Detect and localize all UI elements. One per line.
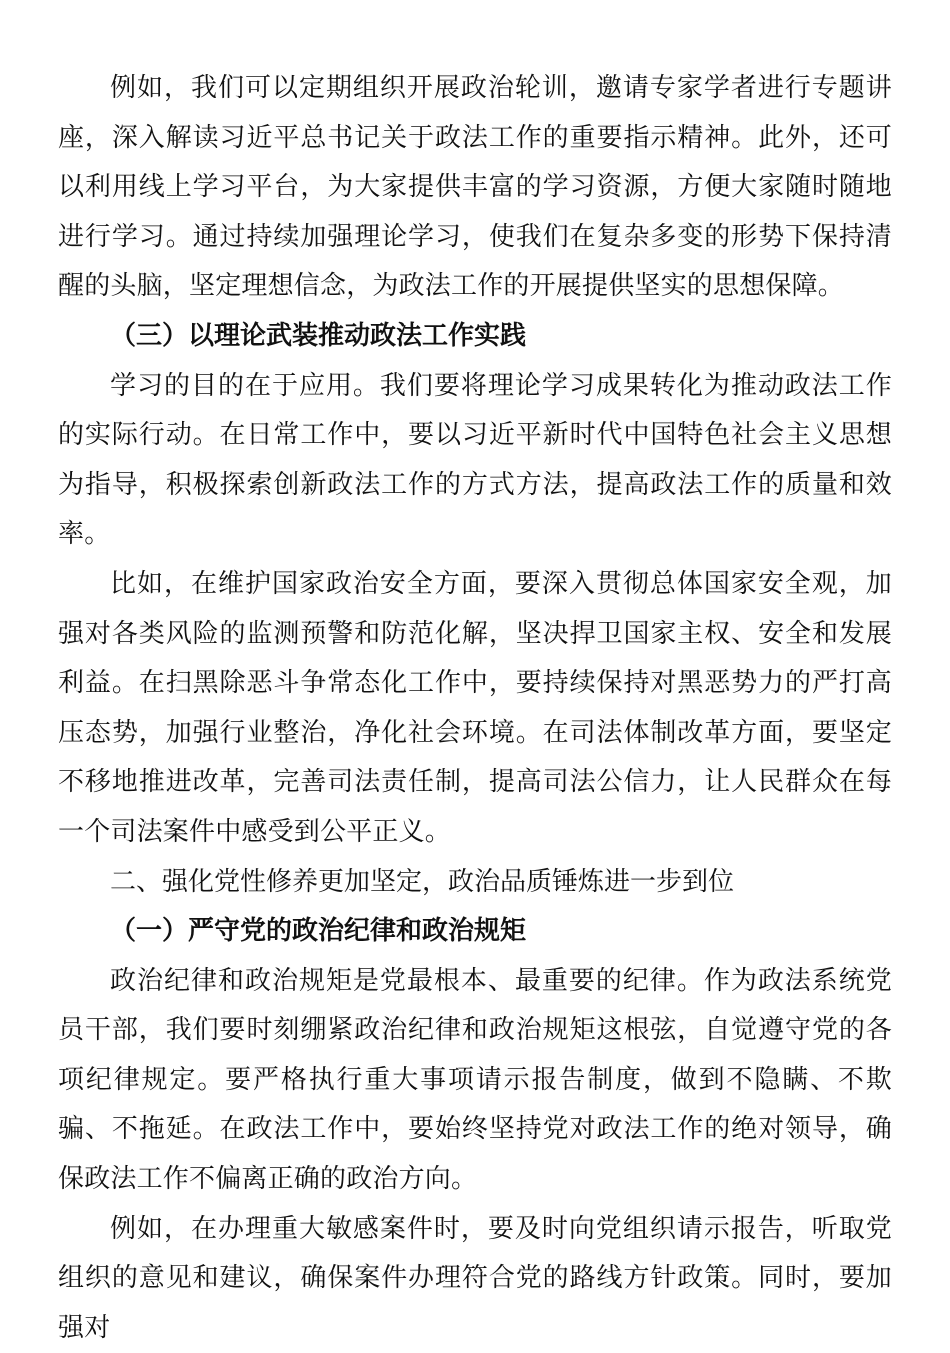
section-heading-discipline: （一）严守党的政治纪律和政治规矩 (110, 916, 527, 947)
paragraph-discipline-rules: 政治纪律和政治规矩是党最根本、最重要的纪律。作为政法系统党员干部，我们要时刻绷紧政治纪律和政治规矩这根弦，自觉遵守党的各项纪律规定。要严格执行重大事项请示报告制度，做到不隐瞒、不欺骗、不拖延。在政法工作中，要始终坚持党对政法工作的绝对领导，确保政法工作不偏离正确的政治方向。 (58, 965, 892, 1195)
paragraph-political-training: 例如，我们可以定期组织开展政治轮训，邀请专家学者进行专题讲座，深入解读习近平总书记关于政法工作的重要指示精神。此外，还可以利用线上学习平台，为大家提供丰富的学习资源，方便大家随时随地进行学习。通过持续加强理论学习，使我们在复杂多变的形势下保持清醒的头脑，坚定理想信念，为政法工作的开展提供坚实的思想保障。 (58, 73, 892, 302)
paragraph-sensitive-cases: 例如，在办理重大敏感案件时，要及时向党组织请示报告，听取党组织的意见和建议，确保案件办理符合党的路线方针政策。同时，要加强对 (58, 1213, 892, 1343)
section-heading-theory-practice: （三）以理论武装推动政法工作实践 (110, 320, 527, 351)
paragraph-learning-application: 学习的目的在于应用。我们要将理论学习成果转化为推动政法工作的实际行动。在日常工作中，要以习近平新时代中国特色社会主义思想为指导，积极探索创新政法工作的方式方法，提高政法工作的质量和效率。 (58, 370, 892, 550)
chapter-heading-party-spirit: 二、强化党性修养更加坚定，政治品质锤炼进一步到位 (110, 866, 735, 897)
paragraph-examples-security: 比如，在维护国家政治安全方面，要深入贯彻总体国家安全观，加强对各类风险的监测预警和防范化解，坚决捍卫国家主权、安全和发展利益。在扫黑除恶斗争常态化工作中，要持续保持对黑恶势力的严打高压态势，加强行业整治，净化社会环境。在司法体制改革方面，要坚定不移地推进改革，完善司法责任制，提高司法公信力，让人民群众在每一个司法案件中感受到公平正义。 (58, 568, 892, 847)
document-body (58, 64, 892, 1353)
